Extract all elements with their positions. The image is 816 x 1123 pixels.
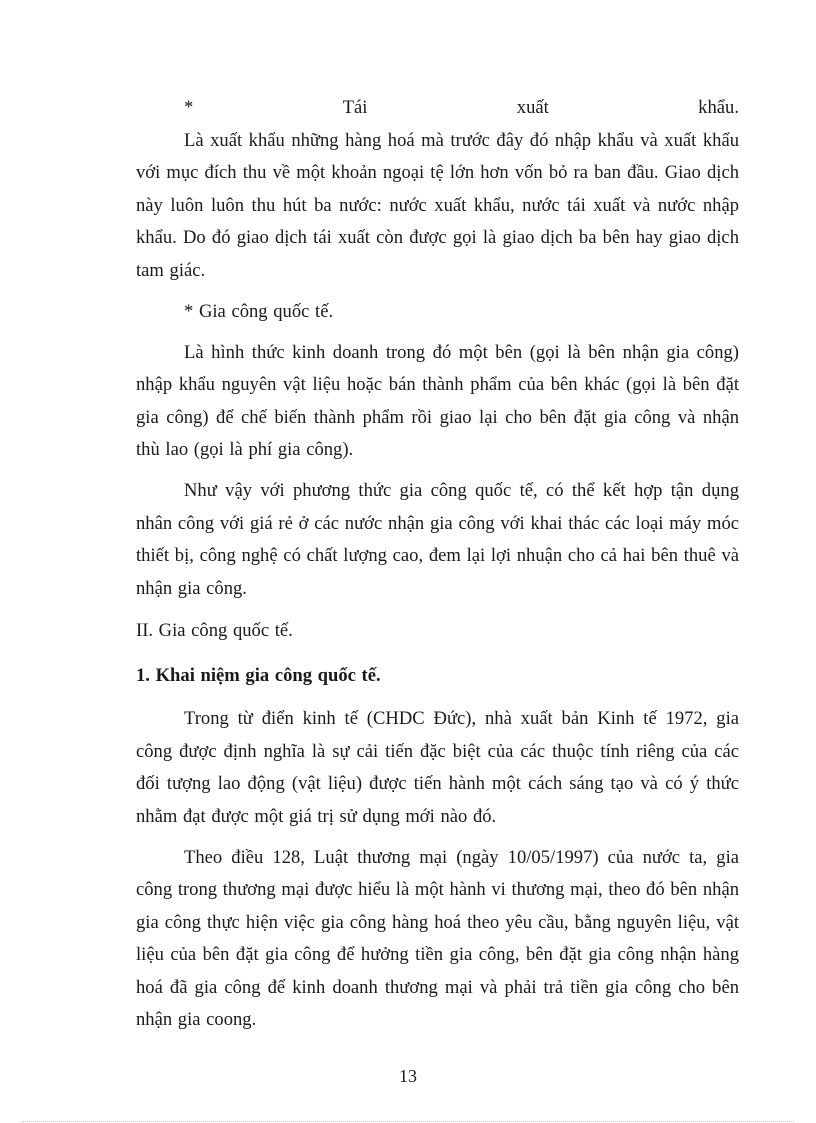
paragraph-gia-cong-definition: Là hình thức kinh doanh trong đó một bên (gọi là bên nhận gia công) nhập khẩu nguyên vật liệu hoặc bán thành phẩm của bên khác (gọi là bên đặt gia công) để chế biến thành phẩm rồi giao lại cho bên đặt gia công và nhận thù lao (gọi là phí gia công). (136, 341, 739, 460)
paragraph-gia-cong-benefits: Như vậy với phương thức gia công quốc tế, có thể kết hợp tận dụng nhân công với giá rẻ ở các nước nhận gia công với khai thác các loại máy móc thiết bị, công nghệ có chất lượng cao, đem lại lợi nhuận cho cả hai bên thuê và nhận gia công. (136, 480, 739, 599)
subheading-word: Tái (342, 97, 368, 118)
subsection-heading: 1. Khai niệm gia công quốc tế. (136, 664, 381, 686)
paragraph-tai-xuat: Là xuất khẩu những hàng hoá mà trước đây đó nhập khẩu và xuất khẩu với mục đích thu về một khoản ngoại tệ lớn hơn vốn bỏ ra ban đầu. Giao dịch này luôn luôn thu hút ba nước: nước xuất khẩu, nước tái xuất và nước nhập khẩu. Do đó giao dịch tái xuất còn được gọi là giao dịch ba bên hay giao dịch tam giác. (136, 129, 739, 281)
paragraph-law-definition: Theo điều 128, Luật thương mại (ngày 10/05/1997) của nước ta, gia công trong thương mại được hiểu là một hành vi thương mại, theo đó bên nhận gia công thực hiện việc gia công hàng hoá theo yêu cầu, bằng nguyên liệu, vật liệu của bên đặt gia công để hưởng tiền gia công, bên đặt gia công nhận hàng hoá đã gia công để kinh doanh thương mại và phải trả tiền gia công cho bên nhận gia coong. (136, 846, 739, 1030)
section-heading: II. Gia công quốc tế. (136, 620, 293, 641)
subheading-gia-cong-quoc-te: * Gia công quốc tế. (184, 300, 334, 322)
bullet-marker: * (184, 97, 194, 118)
document-body (136, 92, 739, 1045)
subheading-tai-xuat-khau (136, 92, 739, 125)
paragraph-dictionary-definition: Trong từ điển kinh tế (CHDC Đức), nhà xuất bản Kinh tế 1972, gia công được định nghĩa là sự cải tiến đặc biệt của các thuộc tính riêng của các đối tượng lao động (vật liệu) được tiến hành một cách sáng tạo và có ý thức nhằm đạt được một giá trị sử dụng mới nào đó. (136, 708, 739, 827)
subheading-word: xuất (516, 97, 549, 118)
page-number: 13 (399, 1066, 417, 1086)
footer-divider (22, 1121, 794, 1122)
subheading-word: khẩu. (698, 97, 739, 118)
